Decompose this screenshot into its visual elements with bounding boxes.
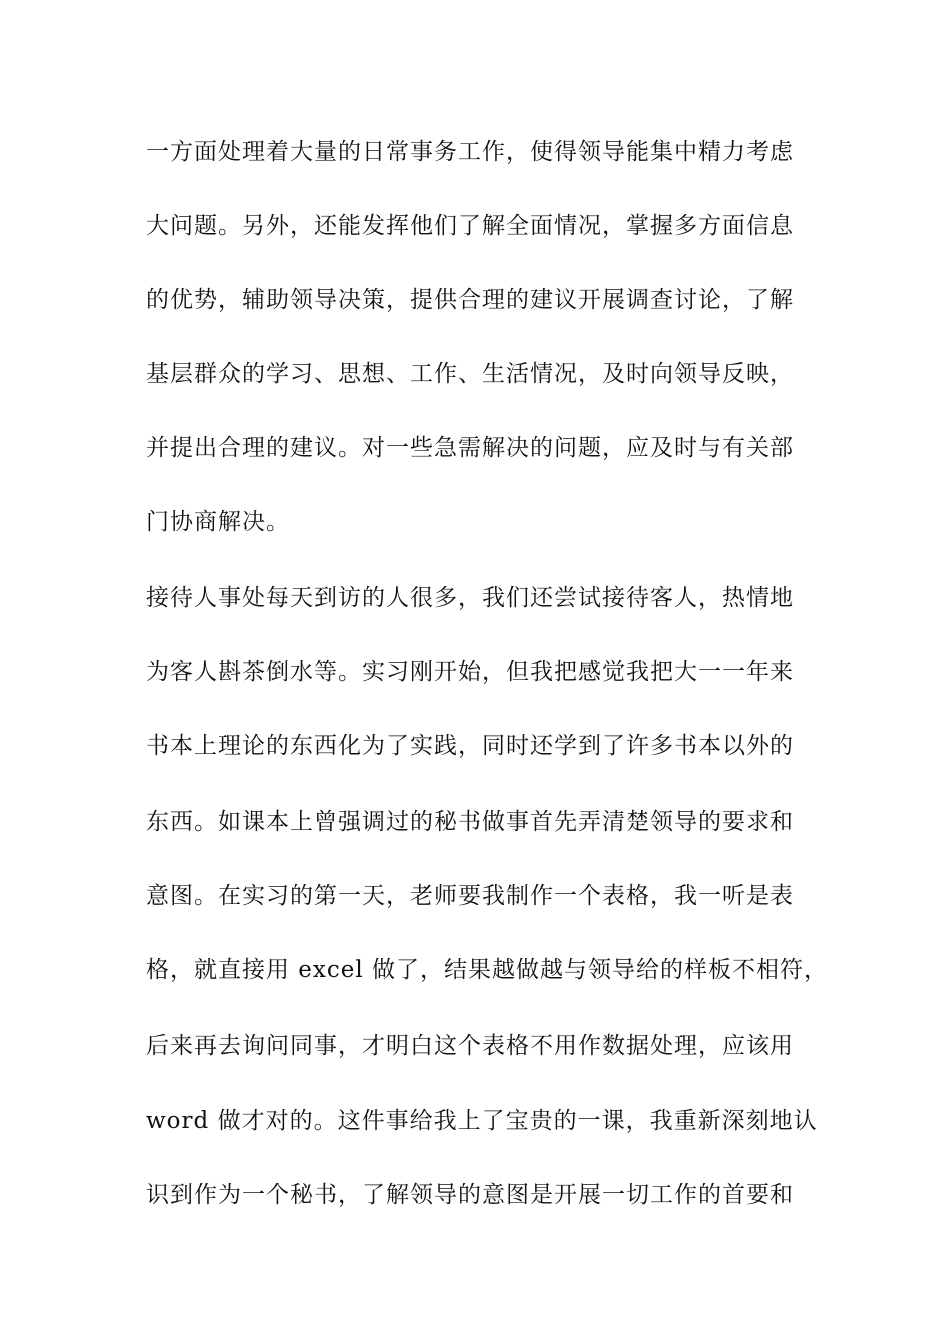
- text-line: 意图。在实习的第一天，老师要我制作一个表格，我一听是表: [146, 883, 794, 909]
- text-line: 书本上理论的东西化为了实践，同时还学到了许多书本以外的: [146, 733, 794, 759]
- text-line: 为客人斟茶倒水等。实习刚开始，但我把感觉我把大一一年来: [146, 659, 794, 685]
- text-line: 格，就直接用 excel 做了，结果越做越与领导给的样板不相符，: [146, 957, 829, 983]
- text-line: 接待人事处每天到访的人很多，我们还尝试接待客人，热情地: [146, 585, 794, 611]
- text-line: 的优势，辅助领导决策，提供合理的建议开展调查讨论，了解: [146, 287, 794, 313]
- text-line: 后来再去询问同事，才明白这个表格不用作数据处理，应该用: [146, 1033, 794, 1059]
- text-line: 东西。如课本上曾强调过的秘书做事首先弄清楚领导的要求和: [146, 809, 794, 835]
- text-line: 门协商解决。: [146, 509, 290, 535]
- text-line: 并提出合理的建议。对一些急需解决的问题，应及时与有关部: [146, 435, 794, 461]
- text-line: 基层群众的学习、思想、工作、生活情况，及时向领导反映，: [146, 361, 794, 387]
- text-line: word 做才对的。这件事给我上了宝贵的一课，我重新深刻地认: [146, 1108, 818, 1134]
- text-line: 大问题。另外，还能发挥他们了解全面情况，掌握多方面信息: [146, 213, 794, 239]
- text-line: 一方面处理着大量的日常事务工作，使得领导能集中精力考虑: [146, 139, 794, 165]
- text-line: 识到作为一个秘书，了解领导的意图是开展一切工作的首要和: [146, 1182, 794, 1208]
